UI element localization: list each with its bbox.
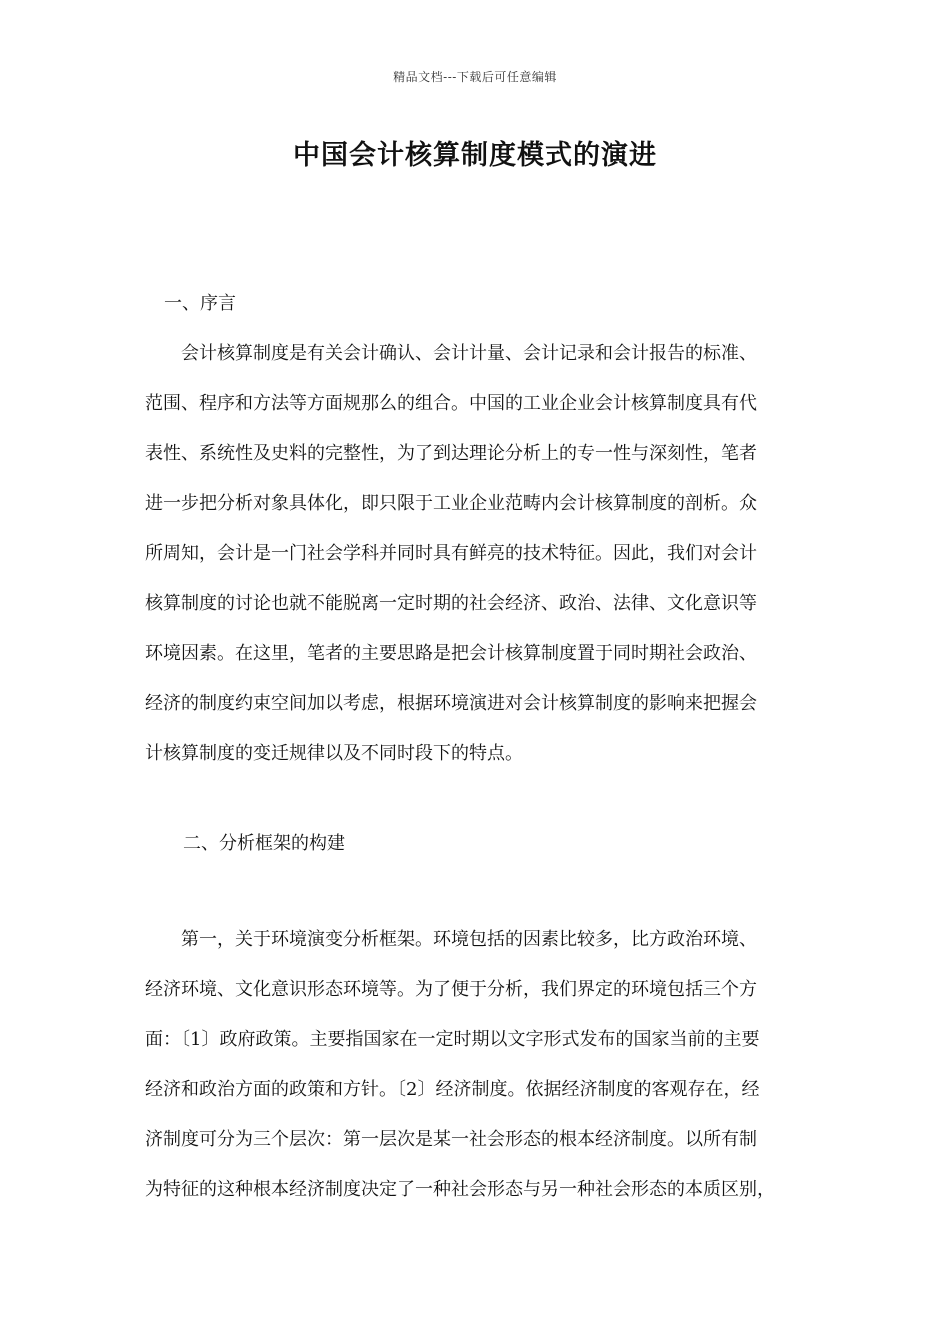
- text-line: 为特征的这种根本经济制度决定了一种社会形态与另一种社会形态的本质区别，: [145, 1179, 775, 1200]
- paragraph-framework: [145, 928, 815, 1228]
- text-line: 济制度可分为三个层次：第一层次是某一社会形态的根本经济制度。以所有制: [145, 1129, 757, 1150]
- text-line: 计核算制度的变迁规律以及不同时段下的特点。: [145, 743, 523, 764]
- page-title: 中国会计核算制度模式的演进: [293, 140, 657, 171]
- text-line: 所周知，会计是一门社会学科并同时具有鲜亮的技术特征。因此，我们对会计: [145, 543, 757, 564]
- section-heading-framework: 二、分析框架的构建: [183, 833, 345, 854]
- text-line: 核算制度的讨论也就不能脱离一定时期的社会经济、政治、法律、文化意识等: [145, 593, 757, 614]
- text-line: 范围、程序和方法等方面规那么的组合。中国的工业企业会计核算制度具有代: [145, 393, 757, 414]
- text-line: 经济的制度约束空间加以考虑，根据环境演进对会计核算制度的影响来把握会: [145, 693, 757, 714]
- text-line: 经济和政治方面的政策和方针。〔2〕经济制度。依据经济制度的客观存在，经: [145, 1079, 760, 1100]
- text-line: 面：〔1〕政府政策。主要指国家在一定时期以文字形式发布的国家当前的主要: [145, 1029, 760, 1050]
- text-line: 会计核算制度是有关会计确认、会计计量、会计记录和会计报告的标准、: [145, 343, 757, 364]
- text-line: 第一，关于环境演变分析框架。环境包括的因素比较多，比方政治环境、: [145, 929, 757, 950]
- section-heading-preface: 一、序言: [164, 293, 236, 314]
- paragraph-preface: [145, 342, 815, 792]
- header-note: 精品文档---下载后可任意编辑: [393, 70, 557, 84]
- text-line: 环境因素。在这里，笔者的主要思路是把会计核算制度置于同时期社会政治、: [145, 643, 757, 664]
- text-line: 进一步把分析对象具体化，即只限于工业企业范畴内会计核算制度的剖析。众: [145, 493, 757, 514]
- text-line: 经济环境、文化意识形态环境等。为了便于分析，我们界定的环境包括三个方: [145, 979, 757, 1000]
- text-line: 表性、系统性及史料的完整性，为了到达理论分析上的专一性与深刻性，笔者: [145, 443, 757, 464]
